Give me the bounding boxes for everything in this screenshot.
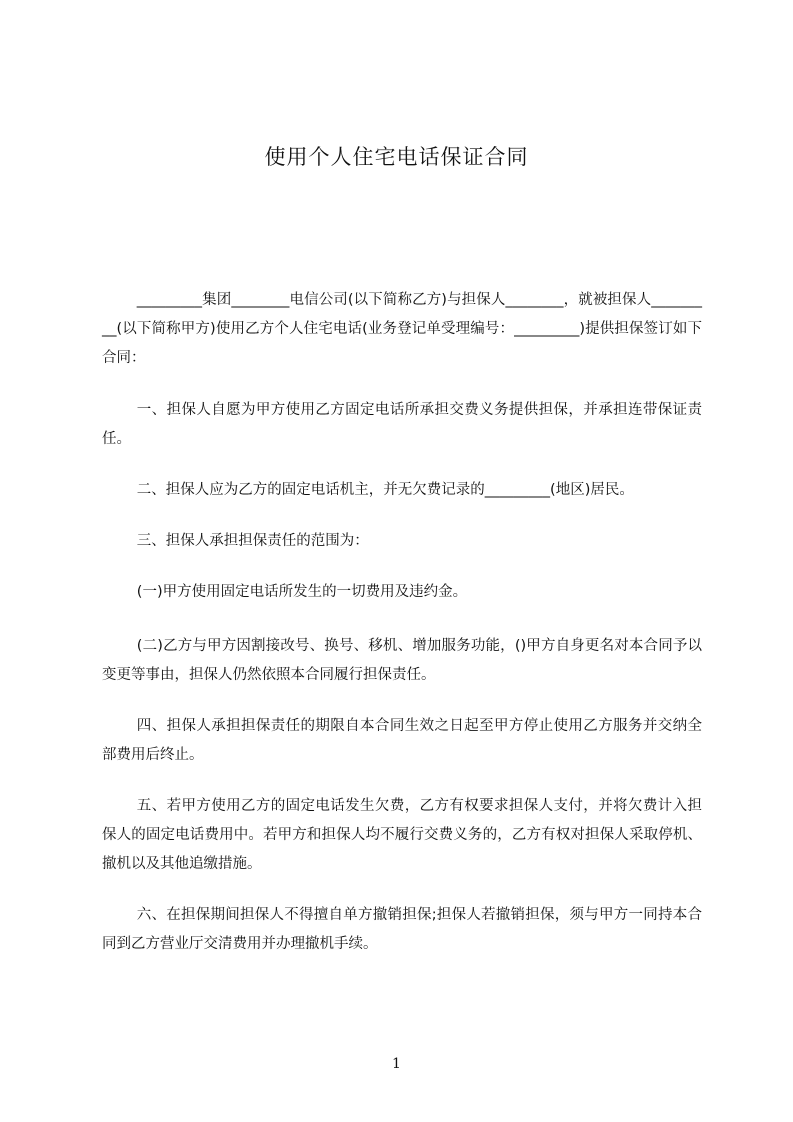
clause-1-paragraph: 一、担保人自愿为甲方使用乙方固定电话所承担交费义务提供担保，并承担连带保证责任。 [102,402,702,447]
clause-6-paragraph: 六、在担保期间担保人不得擅自单方撤销担保;担保人若撤销担保，须与甲方一同持本合同到乙方营业厅交清费用并办理撤机手续。 [102,907,702,952]
clause-3-item-1: (一)甲方使用固定电话所发生的一切费用及违约金。 [136,584,468,600]
clause-4-paragraph: 四、担保人承担担保责任的期限自本合同生效之日起至甲方停止使用乙方服务并交纳全部费用后终止。 [102,718,702,763]
document-title: 使用个人住宅电话保证合同 [264,145,529,169]
intro-paragraph: _________集团________电信公司(以下简称乙方)与担保人________，就被担保人_________(以下简称甲方)使用乙方个人住宅电话(业务登记单受理编号：_________)提供担保签订如下合同： [102,292,702,366]
clause-5-paragraph: 五、若甲方使用乙方的固定电话发生欠费，乙方有权要求担保人支付，并将欠费计入担保人的固定电话费用中。若甲方和担保人均不履行交费义务的，乙方有权对担保人采取停机、撤机以及其他追缴措施。 [102,798,702,872]
clause-3-item-2: (二)乙方与甲方因割接改号、换号、移机、增加服务功能，()甲方自身更名对本合同予以变更等事由，担保人仍然依照本合同履行担保责任。 [102,638,702,683]
clause-2-paragraph: 二、担保人应为乙方的固定电话机主，并无欠费记录的_________(地区)居民。 [136,482,634,498]
clause-3-heading: 三、担保人承担担保责任的范围为： [136,533,369,549]
page-number: 1 [392,1056,401,1072]
